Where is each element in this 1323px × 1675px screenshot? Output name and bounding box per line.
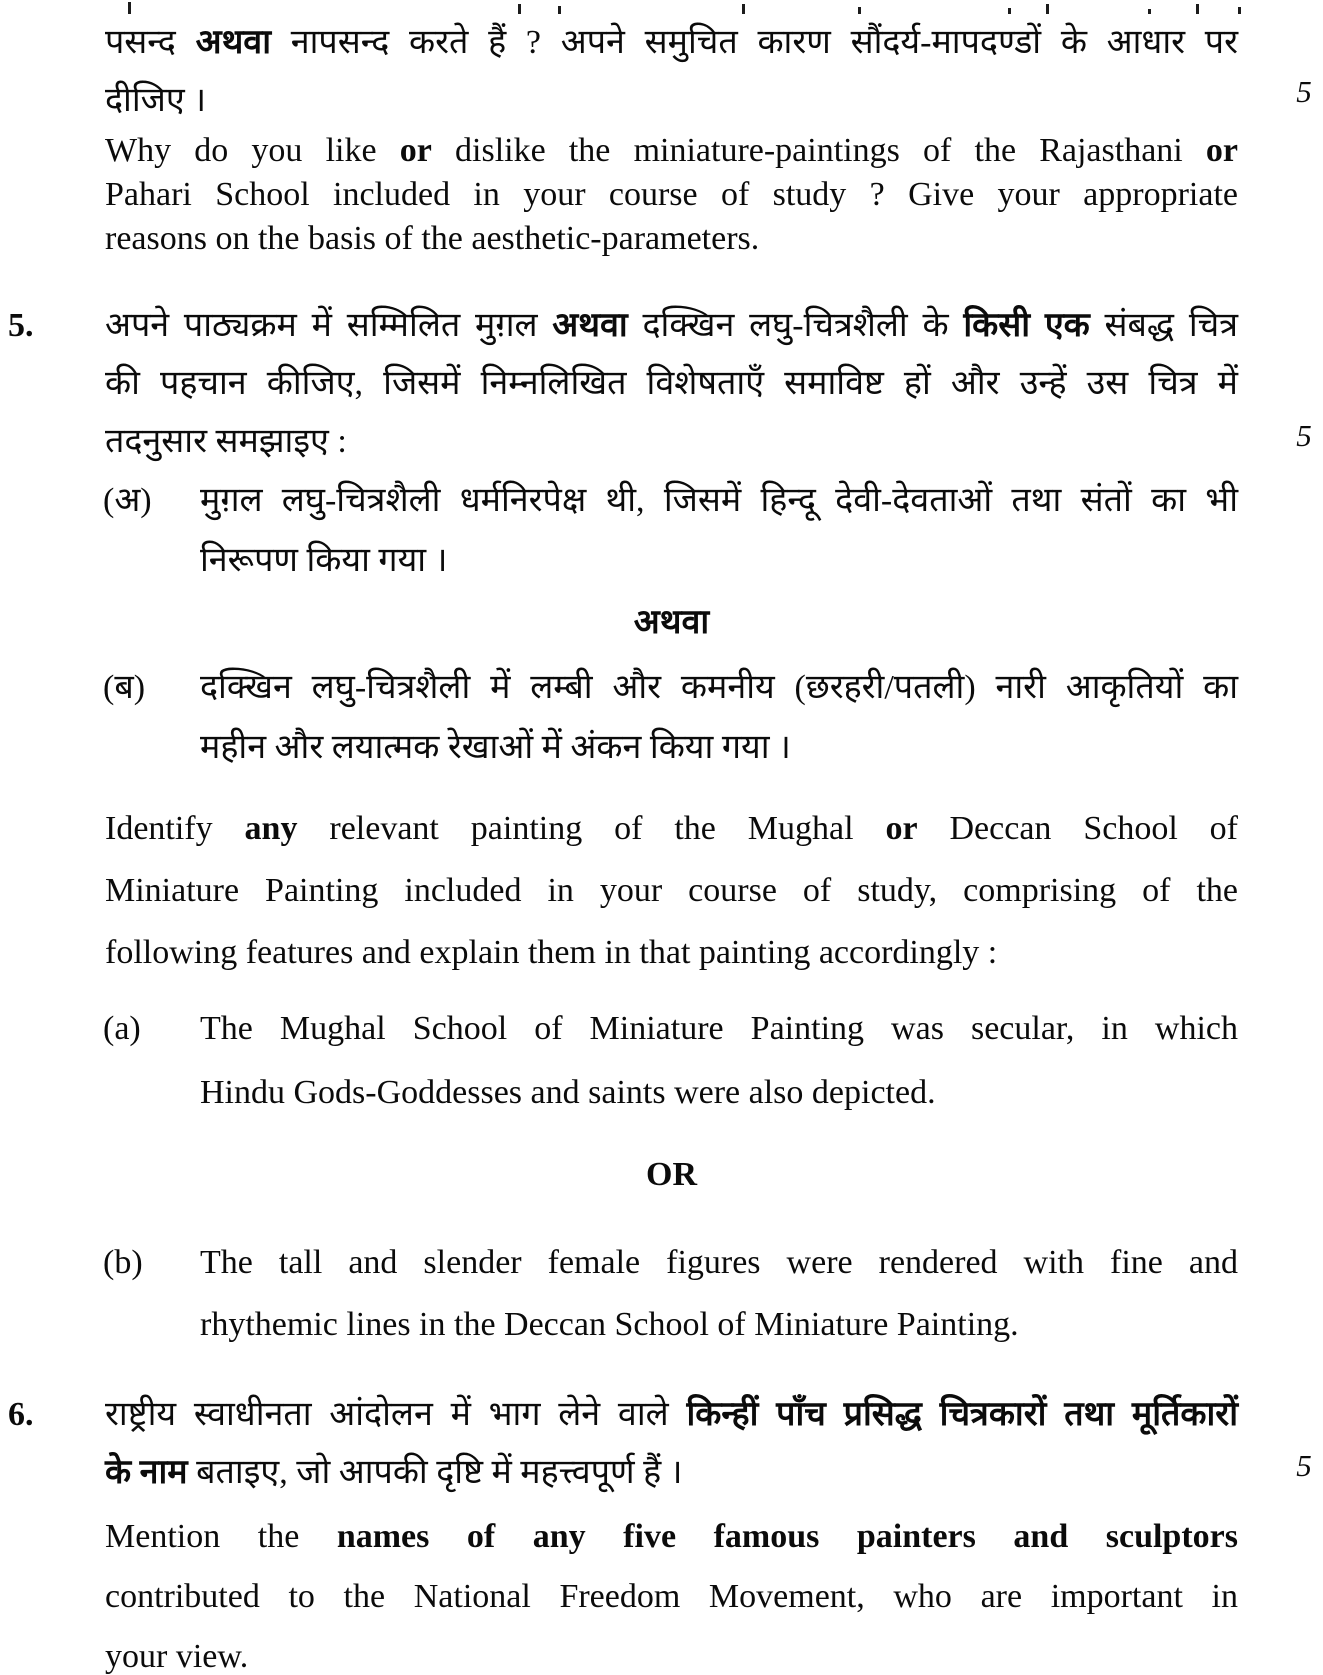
marks-badge-q5: 5 (1296, 418, 1312, 453)
qtop-hindi-line-2: दीजिए । (105, 82, 207, 119)
qtop-english-line-1: Why do you like or dislike the miniature-paintings of the Rajasthani or (105, 132, 1238, 169)
item-b-hindi-line-2: महीन और लयात्मक रेखाओं में अंकन किया गया । (200, 729, 791, 766)
q6-english-line-3: your view. (105, 1638, 249, 1675)
item-a-hindi-line-1: मुग़ल लघु-चित्रशैली धर्मनिरपेक्ष थी, जिसमें हिन्दू देवी-देवताओं तथा संतों का भी (200, 482, 1238, 519)
q5-english-line-2: Miniature Painting included in your course of study, comprising of the (105, 872, 1238, 909)
qtop-english-line-3: reasons on the basis of the aesthetic-parameters. (105, 220, 760, 257)
item-b-english-line-2: rhythemic lines in the Deccan School of Miniature Painting. (200, 1306, 1019, 1343)
item-a-marker-hindi: (अ) (103, 482, 152, 519)
item-a-marker-english: (a) (103, 1010, 141, 1047)
question-6-number: 6. (8, 1396, 34, 1433)
item-b-marker-english: (b) (103, 1244, 143, 1281)
q5-hindi-line-3: तदनुसार समझाइए : (105, 423, 347, 460)
question-5-number: 5. (8, 307, 34, 344)
cropped-line-fragments (0, 0, 1323, 15)
or-separator-english: OR (646, 1156, 697, 1193)
q6-hindi-line-1: राष्ट्रीय स्वाधीनता आंदोलन में भाग लेने वाले किन्हीं पाँच प्रसिद्ध चित्रकारों तथा मूर्तिकारों (105, 1396, 1239, 1433)
marks-badge-qtop: 5 (1296, 74, 1312, 109)
q5-hindi-line-2: की पहचान कीजिए, जिसमें निम्नलिखित विशेषताएँ समाविष्ट हों और उन्हें उस चित्र में (105, 365, 1238, 402)
or-separator-hindi: अथवा (633, 604, 710, 641)
item-b-english-line-1: The tall and slender female figures were rendered with fine and (200, 1244, 1238, 1281)
qtop-hindi-line-1: पसन्द अथवा नापसन्द करते हैं ? अपने समुचित कारण सौंदर्य-मापदण्डों के आधार पर (105, 24, 1239, 61)
marks-badge-q6: 5 (1296, 1448, 1312, 1483)
q5-hindi-line-1: अपने पाठ्यक्रम में सम्मिलित मुग़ल अथवा दक्खिन लघु-चित्रशैली के किसी एक संबद्ध चित्र (105, 307, 1238, 344)
q5-english-line-3: following features and explain them in that painting accordingly : (105, 934, 998, 971)
q6-english-line-1: Mention the names of any five famous painters and sculptors (105, 1518, 1238, 1555)
item-a-english-line-2: Hindu Gods-Goddesses and saints were also depicted. (200, 1074, 936, 1111)
item-b-hindi-line-1: दक्खिन लघु-चित्रशैली में लम्बी और कमनीय (छरहरी/पतली) नारी आकृतियों का (200, 669, 1238, 706)
item-b-marker-hindi: (ब) (103, 669, 146, 706)
q6-hindi-line-2: के नाम बताइए, जो आपकी दृष्टि में महत्त्वपूर्ण हैं । (105, 1454, 683, 1491)
item-a-english-line-1: The Mughal School of Miniature Painting was secular, in which (200, 1010, 1238, 1047)
q6-english-line-2: contributed to the National Freedom Movement, who are important in (105, 1578, 1238, 1615)
item-a-hindi-line-2: निरूपण किया गया । (200, 542, 448, 579)
qtop-english-line-2: Pahari School included in your course of study ? Give your appropriate (105, 176, 1238, 213)
q5-english-line-1: Identify any relevant painting of the Mughal or Deccan School of (105, 810, 1238, 847)
